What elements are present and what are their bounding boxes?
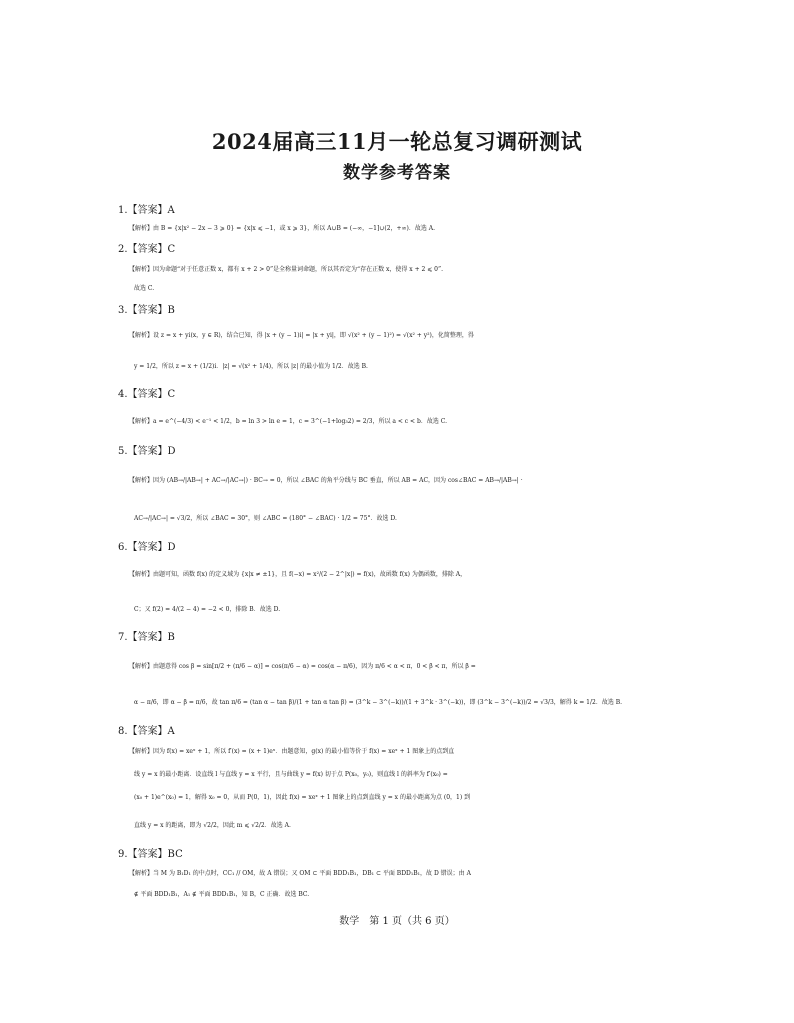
- explanation-8-cont-1: 线 y = x 的最小距离．设直线 l 与直线 y = x 平行，且与曲线 y = f(x) 切于点 P(x₀，y₀)，则直线 l 的斜率为 f′(x₀) =: [134, 771, 448, 778]
- answer-label-1: 1.【答案】A: [118, 205, 175, 216]
- explanation-3: 【解析】设 z = x + yi(x，y ∈ R)，结合已知，得 |x + (y − 1)i| = |x + yi|，即 √(x² + (y − 1)²) = √(x² + y²)，化简整理，得: [129, 332, 474, 339]
- explanation-5-cont: AC→/|AC→| = √3/2，所以 ∠BAC = 30°，则 ∠ABC = (180° − ∠BAC) · 1/2 = 75°．故选 D.: [134, 515, 397, 522]
- explanation-5: 【解析】因为 (AB→/|AB→| + AC→/|AC→|) · BC→ = 0，所以 ∠BAC 的角平分线与 BC 垂直，所以 AB = AC，因为 cos∠BAC = AB→/|AB→| ·: [129, 477, 523, 484]
- explanation-2-cont: 故选 C.: [134, 285, 155, 292]
- answer-label-8: 8.【答案】A: [118, 726, 175, 737]
- answer-label-2: 2.【答案】C: [118, 244, 176, 255]
- explanation-2: 【解析】因为命题“对于任意正数 x，都有 x + 2 > 0”是全称量词命题，所以其否定为“存在正数 x，使得 x + 2 ⩽ 0”.: [129, 266, 443, 273]
- page-title: 2024届高三11月一轮总复习调研测试: [211, 129, 583, 154]
- page-subtitle: 数学参考答案: [343, 163, 451, 183]
- explanation-7-cont: α − π/6，即 α − β = π/6，故 tan π/6 = (tan α − tan β)/(1 + tan α tan β) = (3^k − 3^(−k))/(1 + 3^k · 3^(−k))，即 (3^k − 3^(−k))/2 = √3/3，解得 k = 1/2．故选 B.: [134, 699, 623, 706]
- answer-label-3: 3.【答案】B: [118, 305, 175, 316]
- answer-label-5: 5.【答案】D: [118, 446, 176, 457]
- answer-label-6: 6.【答案】D: [118, 542, 176, 553]
- explanation-8-cont-2: (x₀ + 1)e^(x₀) = 1，解得 x₀ = 0，从而 P(0，1)，因此 f(x) = xeˣ + 1 图象上的点到直线 y = x 的最小距离为点 (0，1) 到: [134, 794, 471, 801]
- answer-label-9: 9.【答案】BC: [118, 849, 183, 860]
- answer-label-4: 4.【答案】C: [118, 389, 176, 400]
- explanation-1: 【解析】由 B = {x|x² − 2x − 3 ⩾ 0} = {x|x ⩽ −1，或 x ⩾ 3}，所以 A∪B = (−∞，−1]∪(2，+∞)．故选 A.: [129, 225, 436, 232]
- explanation-4: 【解析】a = e^(−4/3) < e⁻¹ < 1/2，b = ln 3 > ln e = 1，c = 3^(−1+log₃2) = 2/3，所以 a < c < b．故选 C.: [129, 418, 448, 425]
- page-footer: 数学 第 1 页（共 6 页）: [339, 916, 455, 927]
- explanation-9: 【解析】当 M 为 B₁D₁ 的中点时，CC₁ // OM，故 A 错误；又 OM ⊂ 平面 BDD₁B₁，DB₁ ⊂ 平面 BDD₁B₁，故 D 错误；由 A: [129, 870, 471, 877]
- explanation-3-cont: y = 1/2，所以 z = x + (1/2)i．|z| = √(x² + 1/4)，所以 |z| 的最小值为 1/2．故选 B.: [134, 363, 368, 370]
- explanation-6-cont: C；又 f(2) = 4/(2 − 4) = −2 < 0，排除 B．故选 D.: [134, 606, 281, 613]
- explanation-9-cont: ∉ 平面 BDD₁B₁，A₁ ∉ 平面 BDD₁B₁，知 B，C 正确．故选 BC.: [134, 891, 310, 898]
- explanation-6: 【解析】由题可知，函数 f(x) 的定义域为 {x|x ≠ ±1}，且 f(−x) = x²/(2 − 2^|x|) = f(x)，故函数 f(x) 为偶函数，排除 A，: [129, 571, 467, 578]
- explanation-7: 【解析】由题意得 cos β = sin[π/2 + (π/6 − α)] = cos(π/6 − α) = cos(α − π/6)，因为 π/6 < α < π，0 < β < π，所以 β =: [129, 663, 476, 670]
- explanation-8: 【解析】因为 f(x) = xeˣ + 1，所以 f′(x) = (x + 1)eˣ．由题意知，g(x) 的最小值等价于 f(x) = xeˣ + 1 图象上的点到直: [129, 748, 455, 755]
- explanation-8-cont-3: 直线 y = x 的距离，即为 √2/2，因此 m ⩽ √2/2．故选 A.: [134, 822, 291, 829]
- answer-label-7: 7.【答案】B: [118, 632, 175, 643]
